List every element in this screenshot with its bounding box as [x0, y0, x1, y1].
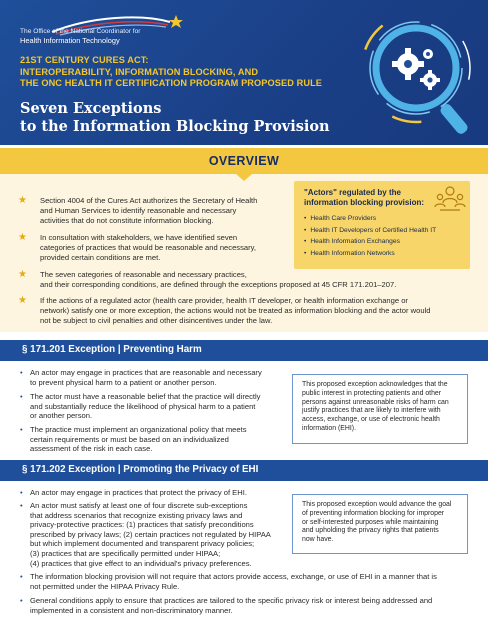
- bullet-text: that address scenarios that recognize existing privacy laws and: [30, 510, 243, 520]
- overview-item-text: network) satisfy one or more exception, the actions would not be treated as information blocking and the actor would: [40, 306, 431, 316]
- bullet-text: The practice must implement an organizational policy that meets: [30, 425, 247, 434]
- section-bullet: [20, 501, 300, 569]
- bullet-text: The information blocking provision will not require that actors provide access, exchange, or use of EHI in a manner that is: [30, 572, 437, 581]
- note-text: This proposed exception would advance the goal: [302, 501, 452, 508]
- bullet-text: (3) practices that are specifically permitted under HIPAA;: [30, 548, 221, 558]
- actors-list: [304, 213, 436, 259]
- bullet-text: privacy-protective practices: (1) practices that satisfy preconditions: [30, 520, 254, 530]
- overview-heading-bar: [0, 148, 488, 174]
- bullet-text: not permitted under the HIPAA Privacy Rule.: [30, 581, 180, 591]
- star-bullet-icon: ★: [18, 295, 27, 306]
- bullet-text: General conditions apply to ensure that practices are tailored to the specific privacy risk or interest being addressed and: [30, 596, 433, 605]
- note-text: of preventing information blocking for improper: [302, 509, 445, 517]
- star-bullet-icon: ★: [18, 195, 27, 206]
- kicker-line: 21ST CENTURY CURES ACT:: [20, 55, 149, 65]
- section-bullet: [20, 488, 290, 498]
- bullet-dot-icon: •: [20, 425, 23, 434]
- section-bullet: [20, 596, 480, 616]
- overview-item: [18, 196, 298, 228]
- section-bullet: [20, 572, 480, 592]
- title-line: to the Information Blocking Provision: [20, 118, 330, 135]
- org-name-line1: The Office of the National Coordinator for: [20, 28, 141, 35]
- star-bullet-icon: ★: [18, 269, 27, 280]
- bullet-text: assessment of the risk in each case.: [30, 444, 153, 454]
- overview-item-text: and Human Services to identify reasonable and necessary: [40, 206, 237, 216]
- overview-item-text: and their corresponding conditions, are defined through the exceptions proposed at 45 CFR 171.201–207.: [40, 280, 397, 290]
- note-text: persons against unreasonable risks of harm can: [302, 398, 449, 406]
- overview-item: [18, 296, 478, 328]
- people-network-icon: [434, 183, 466, 213]
- section-heading-bar: [0, 460, 488, 481]
- section-bullet: [20, 368, 290, 388]
- document-kicker: [20, 55, 340, 90]
- bullet-text: An actor must satisfy at least one of four discrete sub-exceptions: [30, 501, 248, 510]
- overview-item-text: The seven categories of reasonable and necessary practices,: [40, 270, 247, 279]
- kicker-line: INTEROPERABILITY, INFORMATION BLOCKING, AND: [20, 66, 259, 77]
- actors-title-line: "Actors" regulated by the: [304, 188, 401, 197]
- bullet-text: The actor must have a reasonable belief that the practice will directly: [30, 392, 261, 401]
- org-name-line2: Health Information Technology: [20, 36, 120, 45]
- note-text: information (EHI).: [302, 424, 356, 432]
- overview-item: [18, 270, 468, 292]
- overview-heading: OVERVIEW: [208, 154, 280, 168]
- bullet-dot-icon: •: [20, 501, 23, 510]
- overview-item: [18, 233, 298, 265]
- note-text: access, exchange, or use of electronic health: [302, 416, 440, 424]
- note-text: justify practices that are likely to interfere with: [302, 407, 441, 415]
- bullet-dot-icon: •: [20, 392, 23, 401]
- bullet-text: but which implement documented and transparent privacy policies;: [30, 539, 255, 549]
- actors-list-item: • Health Information Networks: [304, 248, 436, 260]
- overview-item-text: Section 4004 of the Cures Act authorizes the Secretary of Health: [40, 196, 258, 205]
- actors-title-line: information blocking provision:: [304, 197, 424, 207]
- page-title: [20, 100, 350, 136]
- actors-list-item: • Health Care Providers: [304, 213, 436, 225]
- overview-item-text: In consultation with stakeholders, we have identified seven: [40, 233, 238, 242]
- note-text: or self-interested purposes while maintaining: [302, 518, 439, 526]
- note-text: This proposed exception acknowledges that the: [302, 381, 448, 388]
- overview-item-text: If the actions of a regulated actor (health care provider, health IT developer, or health information exchange or: [40, 296, 408, 305]
- title-line: Seven Exceptions: [20, 100, 162, 117]
- section-heading-bar: [0, 340, 488, 361]
- overview-item-text: activities that do not constitute information blocking.: [40, 216, 214, 226]
- section-heading: § 171.201 Exception | Preventing Harm: [22, 344, 202, 355]
- note-text: now have.: [302, 536, 334, 544]
- overview-item-text: provided certain conditions are met.: [40, 253, 161, 263]
- bullet-text: prescribed by privacy laws; (2) certain practices not regulated by HIPAA: [30, 529, 271, 539]
- bullet-text: An actor may engage in practices that protect the privacy of EHI.: [30, 488, 247, 497]
- kicker-line: THE ONC HEALTH IT CERTIFICATION PROGRAM PROPOSED RULE: [20, 78, 323, 88]
- bullet-text: An actor may engage in practices that are reasonable and necessary: [30, 368, 262, 377]
- bullet-text: to prevent physical harm to a patient or another person.: [30, 377, 217, 387]
- actors-title: [304, 188, 424, 207]
- bullet-text: certain requirements or must be based on an individualized: [30, 434, 229, 444]
- section-bullet: [20, 392, 290, 422]
- overview-notch: [236, 174, 252, 181]
- onc-logo: [20, 12, 240, 46]
- bullet-dot-icon: •: [20, 368, 23, 377]
- note-text: public interest in protecting patients and other: [302, 389, 442, 397]
- bullet-dot-icon: •: [20, 572, 23, 581]
- actors-list-item: • Health Information Exchanges: [304, 236, 436, 248]
- section-heading: § 171.202 Exception | Promoting the Privacy of EHI: [22, 464, 259, 475]
- bullet-text: or another person.: [30, 411, 93, 421]
- header-banner: [0, 0, 488, 145]
- overview-item-text: categories of practices that would be reasonable and necessary,: [40, 243, 256, 253]
- section-bullet: [20, 425, 290, 455]
- bullet-text: and substantially reduce the likelihood of physical harm to a patient: [30, 401, 256, 411]
- note-text: and upholding the privacy rights that patients: [302, 527, 439, 535]
- overview-item-text: not be subject to civil penalties and other disincentives under the law.: [40, 316, 273, 326]
- actors-list-item: • Health IT Developers of Certified Health IT: [304, 225, 436, 237]
- bullet-text: implemented in a consistent and non-discriminatory manner.: [30, 605, 233, 615]
- bullet-text: (4) practices that give effect to an individual's privacy preferences.: [30, 558, 252, 568]
- actors-callout: [294, 181, 470, 269]
- exception-note: [292, 494, 468, 554]
- exception-note: [292, 374, 468, 444]
- bullet-dot-icon: •: [20, 488, 23, 497]
- magnifier-gears-icon: [356, 6, 484, 144]
- star-bullet-icon: ★: [18, 232, 27, 243]
- bullet-dot-icon: •: [20, 596, 23, 605]
